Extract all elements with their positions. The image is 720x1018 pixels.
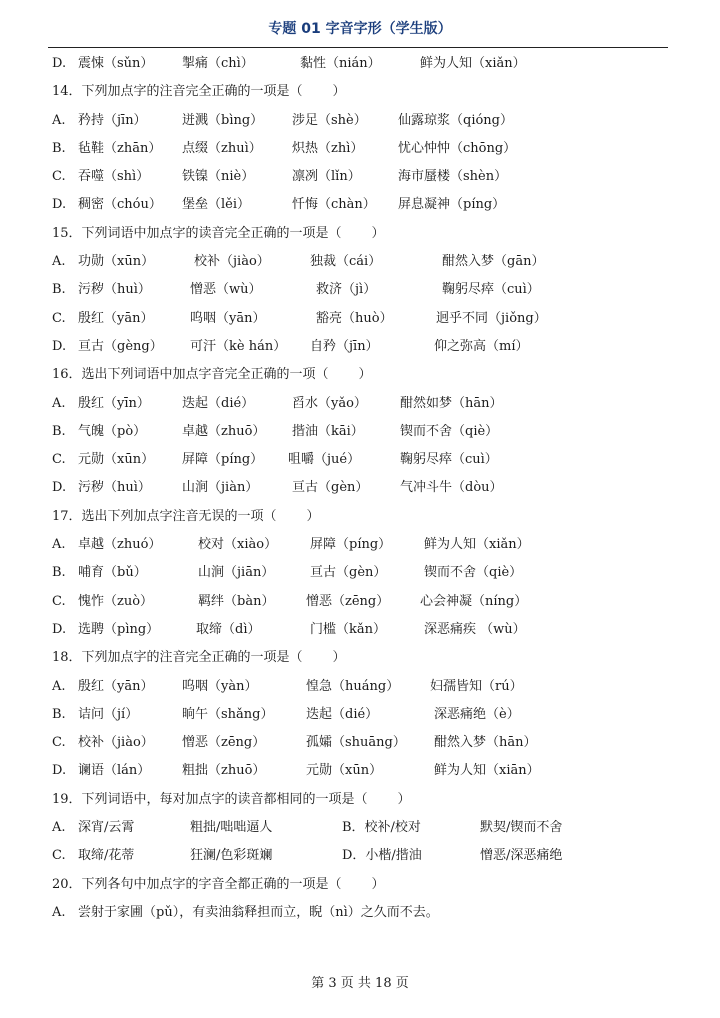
- option-row: [52, 588, 680, 616]
- option-item: 深恶痛疾 （wù）: [424, 621, 526, 637]
- option-label: C.: [52, 452, 66, 468]
- question-text: 19．下列词语中，每对加点字的读音都相同的一项是（: [52, 791, 368, 807]
- option-item: 功勋（xūn）: [78, 254, 155, 270]
- option-item: 掣痛（chì）: [182, 56, 254, 71]
- option-label: B.: [52, 140, 66, 156]
- option-item: 憎恶/深恶痛绝: [480, 848, 563, 864]
- option-item: 深恶痛绝（è）: [434, 706, 520, 722]
- option-items: [78, 559, 680, 587]
- option-item: 呜咽（yān）: [190, 310, 266, 326]
- option-label: C.: [52, 735, 66, 751]
- answer-blank: [342, 220, 372, 248]
- page-footer: 第 3 页 共 18 页: [311, 976, 409, 991]
- option-item: 锲而不舍（qiè）: [424, 565, 523, 581]
- option-item: 锲而不舍（qiè）: [400, 423, 499, 439]
- option-item: 咀嚼（jué）: [288, 452, 361, 468]
- option-items: [78, 446, 680, 474]
- answer-blank: [303, 644, 333, 672]
- answer-blank: [368, 786, 398, 814]
- option-row: [52, 616, 680, 644]
- option-item: 黏性（nián）: [300, 56, 381, 71]
- option-label: C.: [52, 848, 66, 864]
- option-item: 屏障（píng）: [310, 537, 392, 553]
- option-item: 选聘（pìng）: [78, 621, 160, 637]
- option-item: 污秽（huì）: [78, 480, 151, 496]
- option-item: B．校补/校对: [342, 820, 421, 836]
- answer-blank: [342, 871, 372, 899]
- option-item: 迸溅（bìng）: [182, 112, 264, 128]
- option-item: 气魄（pò）: [78, 423, 147, 439]
- option-item: 呜咽（yàn）: [182, 678, 258, 694]
- option-item: 污秽（huì）: [78, 282, 151, 298]
- question-stem: [52, 220, 680, 248]
- option-item: 谰语（lán）: [78, 763, 151, 779]
- option-item: 殷红（yān）: [78, 310, 154, 326]
- option-item: 酣然入梦（gān）: [442, 254, 545, 270]
- option-row: [52, 276, 680, 304]
- option-items: [78, 135, 680, 163]
- option-items: [78, 616, 680, 644]
- question-content: [52, 50, 680, 927]
- option-item: 尝射于家圃（pǔ），有卖油翁释担而立，睨（nì）之久而不去。: [78, 904, 439, 920]
- option-label: C.: [52, 593, 66, 609]
- question-text: 18．下列加点字的注音完全正确的一项是（: [52, 650, 303, 666]
- option-items: [78, 418, 680, 446]
- option-items: [78, 474, 680, 502]
- option-row: [52, 701, 680, 729]
- option-item: 独裁（cái）: [310, 254, 382, 270]
- answer-blank: [277, 503, 307, 531]
- option-items: [78, 531, 680, 559]
- option-item: 鲜为人知（xiǎn）: [420, 56, 526, 71]
- question-text: 15．下列词语中加点字的读音完全正确的一项是（: [52, 225, 342, 241]
- header-rule: [48, 47, 668, 48]
- option-item: 元勋（xūn）: [78, 452, 155, 468]
- option-item: 酣然入梦（hān）: [434, 735, 537, 751]
- option-item: 亘古（gèn）: [292, 480, 369, 496]
- option-row: [52, 559, 680, 587]
- option-item: 殷红（yīn）: [78, 395, 150, 411]
- option-item: 殷红（yān）: [78, 678, 154, 694]
- option-item: 酣然如梦（hān）: [400, 395, 503, 411]
- page-header: 专题 01 字音字形（学生版）: [268, 21, 452, 37]
- option-item: 校对（xiào）: [198, 537, 278, 553]
- question-text-tail: ）: [358, 367, 372, 383]
- option-items: [78, 276, 680, 304]
- question-text-tail: ）: [332, 650, 346, 666]
- option-items: [78, 757, 680, 785]
- option-item: 稠密（chóu）: [78, 197, 162, 213]
- option-label: A.: [52, 395, 66, 411]
- option-item: 鲜为人知（xiān）: [434, 763, 540, 779]
- option-item: 忏悔（chàn）: [292, 197, 376, 213]
- option-row: [52, 248, 680, 276]
- option-row: [52, 163, 680, 191]
- option-label: B.: [52, 565, 66, 581]
- option-item: 卓越（zhuō）: [182, 423, 266, 439]
- option-item: 迥乎不同（jiǒng）: [436, 310, 547, 326]
- option-item: 吞噬（shì）: [78, 169, 150, 185]
- option-item: 涉足（shè）: [292, 112, 367, 128]
- option-label: A.: [52, 904, 66, 920]
- option-items: [78, 191, 680, 219]
- option-item: 鲜为人知（xiǎn）: [424, 537, 530, 553]
- option-label: D.: [52, 621, 67, 637]
- option-label: B.: [52, 282, 66, 298]
- option-item: 自矜（jīn）: [310, 338, 379, 354]
- option-item: 惶急（huáng）: [306, 678, 400, 694]
- option-item: 卓越（zhuó）: [78, 537, 162, 553]
- option-row: [52, 50, 680, 78]
- option-item: 元勋（xūn）: [306, 763, 383, 779]
- option-row: [52, 107, 680, 135]
- option-label: D.: [52, 480, 67, 496]
- option-item: 孤孀（shuāng）: [306, 735, 406, 751]
- option-item: 豁亮（huò）: [316, 310, 393, 326]
- question-text-tail: ）: [371, 876, 385, 892]
- option-item: 羁绊（bàn）: [198, 593, 275, 609]
- option-label: C.: [52, 169, 66, 185]
- option-items: [78, 305, 680, 333]
- option-item: 屏息凝神（píng）: [398, 197, 506, 213]
- option-item: 矜持（jīn）: [78, 112, 147, 128]
- option-row: [52, 305, 680, 333]
- answer-blank: [329, 361, 359, 389]
- option-label: D.: [52, 763, 67, 779]
- option-item: 狂澜/色彩斑斓: [190, 848, 273, 864]
- option-row: [52, 814, 680, 842]
- option-row: [52, 531, 680, 559]
- option-item: 校补（jiào）: [78, 735, 154, 751]
- option-items: [78, 333, 680, 361]
- option-item: 憎恶（zēng）: [182, 735, 266, 751]
- option-item: 晌午（shǎng）: [182, 706, 274, 722]
- question-text: 16．选出下列词语中加点字音完全正确的一项（: [52, 367, 329, 383]
- option-item: 憎恶（zēng）: [306, 593, 390, 609]
- option-item: 默契/锲而不舍: [480, 820, 563, 836]
- option-items: [78, 729, 680, 757]
- question-stem: [52, 361, 680, 389]
- option-items: [78, 163, 680, 191]
- option-label: A.: [52, 112, 66, 128]
- question-text: 17．选出下列加点字注音无误的一项（: [52, 508, 277, 524]
- option-row: [52, 474, 680, 502]
- option-item: 亘古（gèng）: [78, 338, 163, 354]
- option-item: 山涧（jiān）: [198, 565, 275, 581]
- option-item: 亘古（gèn）: [310, 565, 387, 581]
- option-item: 震悚（sǔn）: [78, 56, 154, 71]
- option-label: A.: [52, 537, 66, 553]
- option-row: [52, 135, 680, 163]
- option-item: 憎恶（wù）: [190, 282, 262, 298]
- option-item: 堡垒（lěi）: [182, 197, 251, 213]
- option-item: 粗拙/咄咄逼人: [190, 820, 273, 836]
- option-item: 校补（jiào）: [194, 254, 270, 270]
- option-item: 忧心忡忡（chōng）: [398, 140, 517, 156]
- option-item: 铁镍（niè）: [182, 169, 255, 185]
- option-item: 迭起（dié）: [306, 706, 379, 722]
- option-items: [78, 701, 680, 729]
- option-item: 海市蜃楼（shèn）: [398, 169, 508, 185]
- option-items: [78, 814, 680, 842]
- option-item: 仰之弥高（mí）: [434, 338, 529, 354]
- option-row: [52, 842, 680, 870]
- option-items: [78, 390, 680, 418]
- option-items: [78, 107, 680, 135]
- question-text: 20．下列各句中加点字的字音全都正确的一项是（: [52, 876, 342, 892]
- question-stem: [52, 644, 680, 672]
- option-label: D.: [52, 197, 67, 213]
- option-item: 迭起（dié）: [182, 395, 255, 411]
- option-item: 凛冽（lǐn）: [292, 169, 361, 185]
- question-text-tail: ）: [306, 508, 320, 524]
- option-item: 深宵/云霄: [78, 820, 135, 836]
- question-stem: [52, 786, 680, 814]
- question-stem: [52, 78, 680, 106]
- question-text-tail: ）: [397, 791, 411, 807]
- option-item: 鞠躬尽瘁（cuì）: [442, 282, 540, 298]
- option-item: 粗拙（zhuō）: [182, 763, 266, 779]
- option-label: C.: [52, 310, 66, 326]
- option-label: D.: [52, 56, 67, 71]
- option-item: 气冲斗牛（dòu）: [400, 480, 503, 496]
- option-label: A.: [52, 820, 66, 836]
- question-stem: [52, 871, 680, 899]
- option-label: A.: [52, 254, 66, 270]
- option-row: [52, 757, 680, 785]
- option-item: 屏障（píng）: [182, 452, 264, 468]
- option-row: [52, 191, 680, 219]
- option-row: [52, 899, 680, 927]
- option-items: [78, 50, 680, 78]
- question-text-tail: ）: [332, 84, 346, 100]
- option-item: 愧怍（zuò）: [78, 593, 154, 609]
- answer-blank: [303, 78, 333, 106]
- option-row: [52, 418, 680, 446]
- option-label: B.: [52, 706, 66, 722]
- option-items: [78, 673, 680, 701]
- option-label: A.: [52, 678, 66, 694]
- option-item: 仙露琼浆（qióng）: [398, 112, 514, 128]
- option-item: D．小楷/揩油: [342, 848, 422, 864]
- option-row: [52, 446, 680, 474]
- option-item: 揩油（kāi）: [292, 423, 364, 439]
- option-item: 取缔/花蒂: [78, 848, 135, 864]
- option-items: [78, 842, 680, 870]
- option-item: 鞠躬尽瘁（cuì）: [400, 452, 498, 468]
- option-items: [78, 899, 680, 927]
- option-row: [52, 333, 680, 361]
- option-row: [52, 390, 680, 418]
- option-item: 毡鞋（zhān）: [78, 140, 162, 156]
- question-text: 14．下列加点字的注音完全正确的一项是（: [52, 84, 303, 100]
- option-item: 炽热（zhì）: [292, 140, 364, 156]
- option-row: [52, 729, 680, 757]
- option-label: B.: [52, 423, 66, 439]
- option-item: 舀水（yǎo）: [292, 395, 367, 411]
- option-items: [78, 248, 680, 276]
- option-item: 心会神凝（níng）: [420, 593, 528, 609]
- option-item: 点缀（zhuì）: [182, 140, 262, 156]
- option-item: 救济（jì）: [316, 282, 377, 298]
- option-row: [52, 673, 680, 701]
- option-item: 山涧（jiàn）: [182, 480, 259, 496]
- question-stem: [52, 503, 680, 531]
- option-items: [78, 588, 680, 616]
- option-item: 可汗（kè hán）: [190, 338, 287, 354]
- option-item: 门槛（kǎn）: [310, 621, 387, 637]
- option-item: 哺育（bǔ）: [78, 565, 147, 581]
- option-label: D.: [52, 338, 67, 354]
- option-item: 妇孺皆知（rú）: [430, 678, 523, 694]
- question-text-tail: ）: [371, 225, 385, 241]
- option-item: 诘问（jí）: [78, 706, 139, 722]
- option-item: 取缔（dì）: [196, 621, 261, 637]
